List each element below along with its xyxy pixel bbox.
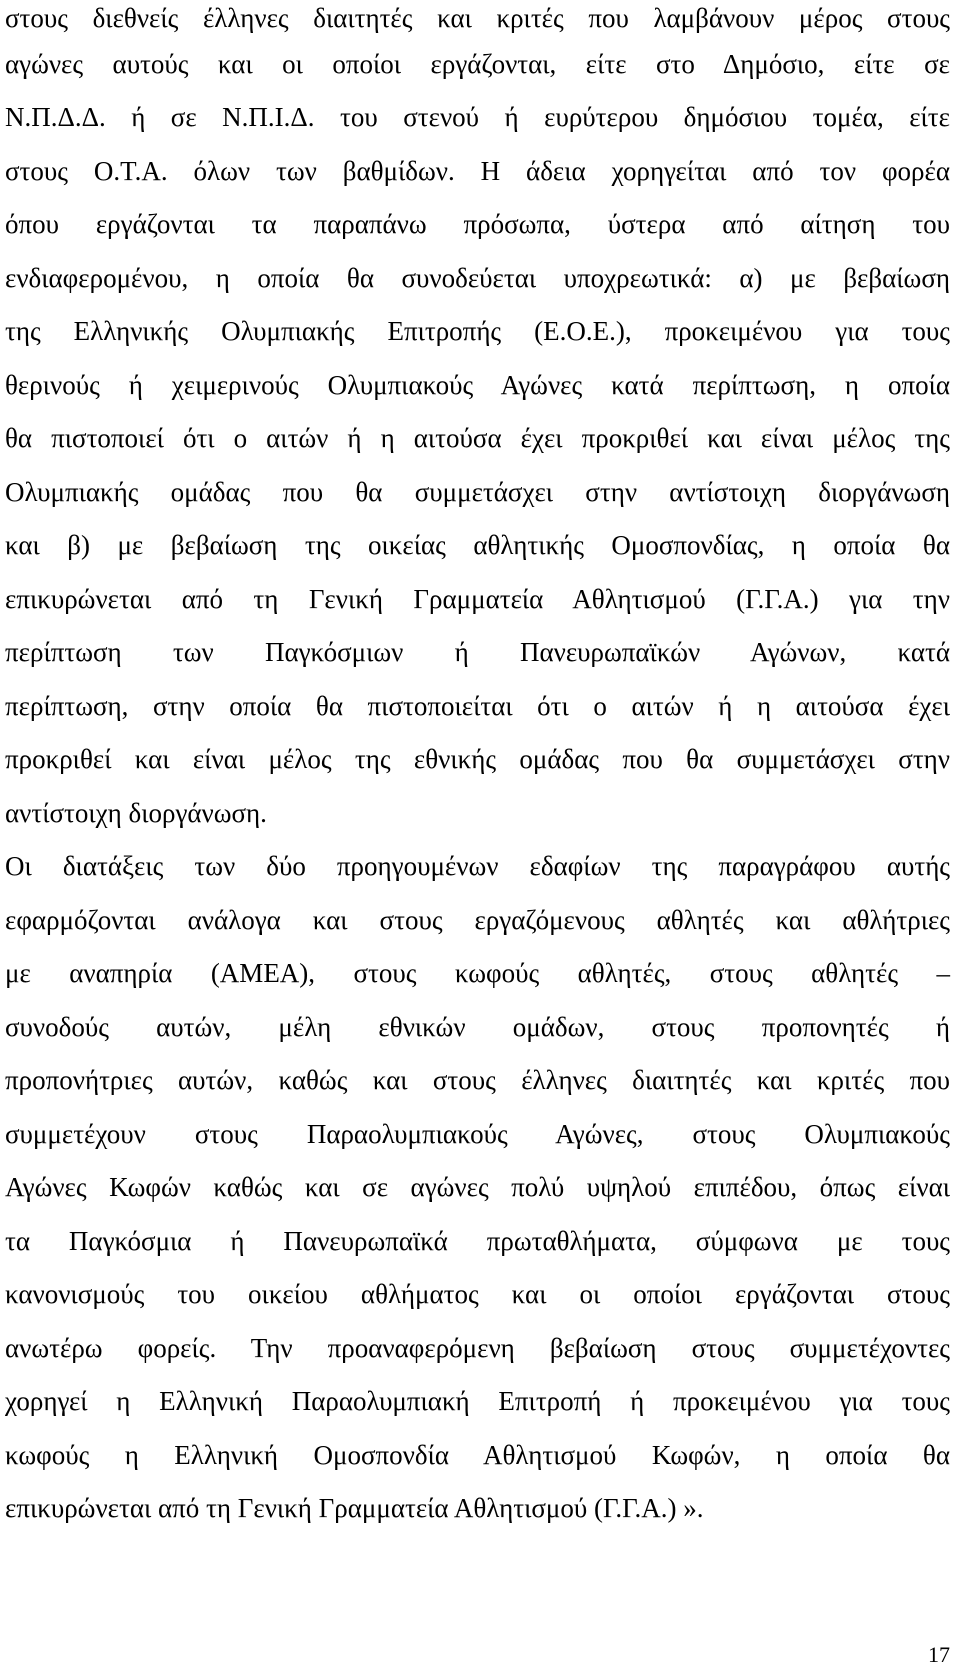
text-line: περίπτωση των Παγκόσμιων ή Πανευρωπαϊκών Αγώνων, κατά	[5, 637, 950, 667]
text-line: ανωτέρω φορείς. Την προαναφερόμενη βεβαίωση στους συμμετέχοντες	[5, 1333, 950, 1363]
text-line: εφαρμόζονται ανάλογα και στους εργαζόμενους αθλητές και αθλήτριες	[5, 905, 950, 935]
text-line: και β) με βεβαίωση της οικείας αθλητικής Ομοσπονδίας, η οποία θα	[5, 530, 950, 560]
text-line: Ν.Π.Δ.Δ. ή σε Ν.Π.Ι.Δ. του στενού ή ευρύτερου δημόσιου τομέα, είτε	[5, 102, 950, 132]
text-line: συμμετέχουν στους Παραολυμπιακούς Αγώνες, στους Ολυμπιακούς	[5, 1119, 950, 1149]
page-number: 17	[928, 1642, 950, 1667]
text-line: κανονισμούς του οικείου αθλήματος και οι οποίοι εργάζονται στους	[5, 1279, 950, 1309]
text-line: με αναπηρία (ΑΜΕΑ), στους κωφούς αθλητές, στους αθλητές –	[5, 958, 950, 988]
text-line: στους Ο.Τ.Α. όλων των βαθμίδων. Η άδεια χορηγείται από τον φορέα	[5, 156, 950, 186]
text-line: Ολυμπιακής ομάδας που θα συμμετάσχει στην αντίστοιχη διοργάνωση	[5, 477, 950, 507]
text-line: θα πιστοποιεί ότι ο αιτών ή η αιτούσα έχει προκριθεί και είναι μέλος της	[5, 423, 950, 453]
text-line: ενδιαφερομένου, η οποία θα συνοδεύεται υποχρεωτικά: α) με βεβαίωση	[5, 263, 950, 293]
text-line: θερινούς ή χειμερινούς Ολυμπιακούς Αγώνες κατά περίπτωση, η οποία	[5, 370, 950, 400]
text-line: επικυρώνεται από τη Γενική Γραμματεία Αθλητισμού (Γ.Γ.Α.) ».	[5, 1493, 704, 1523]
text-line: συνοδούς αυτών, μέλη εθνικών ομάδων, στους προπονητές ή	[5, 1012, 950, 1042]
text-line: χορηγεί η Ελληνική Παραολυμπιακή Επιτροπή ή προκειμένου για τους	[5, 1386, 950, 1416]
text-line: αγώνες αυτούς και οι οποίοι εργάζονται, είτε στο Δημόσιο, είτε σε	[5, 49, 950, 79]
text-line: Αγώνες Κωφών καθώς και σε αγώνες πολύ υψηλού επιπέδου, όπως είναι	[5, 1172, 950, 1202]
text-line: προκριθεί και είναι μέλος της εθνικής ομάδας που θα συμμετάσχει στην	[5, 744, 950, 774]
text-line: τα Παγκόσμια ή Πανευρωπαϊκά πρωταθλήματα, σύμφωνα με τους	[5, 1226, 950, 1256]
text-line: της Ελληνικής Ολυμπιακής Επιτροπής (Ε.Ο.Ε.), προκειμένου για τους	[5, 316, 950, 346]
text-line: κωφούς η Ελληνική Ομοσπονδία Αθλητισμού Κωφών, η οποία θα	[5, 1440, 950, 1470]
text-line: αντίστοιχη διοργάνωση.	[5, 798, 267, 828]
text-line: επικυρώνεται από τη Γενική Γραμματεία Αθλητισμού (Γ.Γ.Α.) για την	[5, 584, 950, 614]
text-line: προπονήτριες αυτών, καθώς και στους έλληνες διαιτητές και κριτές που	[5, 1065, 950, 1095]
text-line: όπου εργάζονται τα παραπάνω πρόσωπα, ύστερα από αίτηση του	[5, 209, 950, 239]
text-line: περίπτωση, στην οποία θα πιστοποιείται ότι ο αιτών ή η αιτούσα έχει	[5, 691, 950, 721]
text-line: στους διεθνείς έλληνες διαιτητές και κριτές που λαμβάνουν μέρος στους	[5, 3, 950, 33]
text-line: Οι διατάξεις των δύο προηγουμένων εδαφίων της παραγράφου αυτής	[5, 851, 950, 881]
